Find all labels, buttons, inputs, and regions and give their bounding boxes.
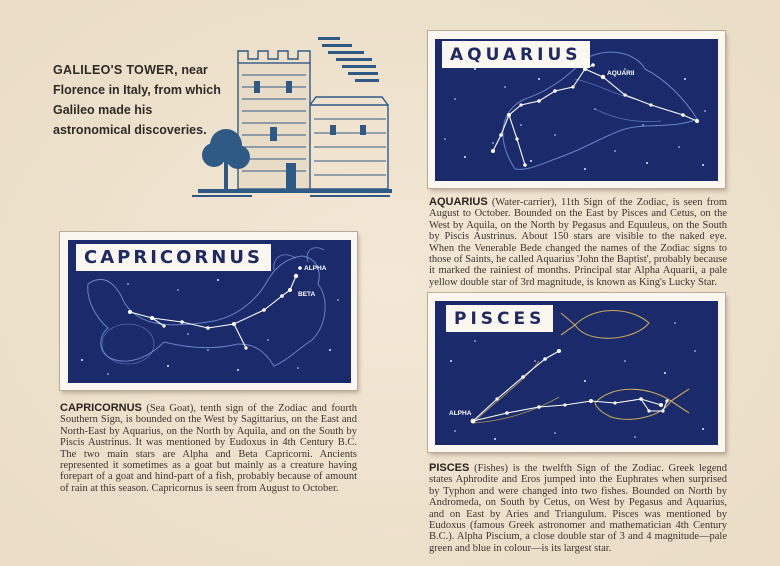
capricornus-alpha-label: ALPHA [304,265,327,272]
pisces-term: PISCES [429,462,470,474]
pisces-card-title: PISCES [446,305,553,332]
capricornus-card-title: CAPRICORNUS [76,244,271,271]
aquarius-term: AQUARIUS [429,196,488,208]
pisces-description [429,463,727,554]
capricornus-description [60,403,357,494]
aquarius-body: (Water-carrier), 11th Sign of the Zodiac, is seen from August to October. Bounded on the East by Pisces and Cetus, on the West by Aquila, on the North by Pegasus and Equuleus, on the South by Piscis Austrinus. About 150 stars are visible to the naked eye. When the Venerable Bede changed the names of the Zodiac signs to those of Saints, he called Aquarius 'John the Baptist', probably because it marked the rainiest of months. Principal star Alpha Aquarii, a pale yellow double star of 3rd magnitude, is known as King's Lucky Star. [429,197,727,288]
galileo-caption-title: GALILEO'S TOWER, [53,63,178,77]
aquarius-description [429,197,727,288]
galileo-tower-illustration [190,35,400,205]
pisces-body: (Fishes) is the twelfth Sign of the Zodiac. Greek legend states Aphrodite and Eros jumped into the Euphrates when surprised by Typhon and were changed into two fishes. Bounded on North by Andromeda, on South by Cetus, on West by Pegasus and Aquarius, and on East by Aries and Triangulum. Pisces was mentioned by Eudoxus (famous Greek astronomer and mathematician 4th Century B.C.). Alpha Piscium, a close double star of 3 and 4 magnitude—pale green and blue in colour—is its largest star. [429,463,727,554]
capricornus-term: CAPRICORNUS [60,402,142,414]
capricornus-card [60,232,357,390]
aquarius-star-label: AQUARII [607,70,635,77]
capricornus-beta-label: BETA [298,291,316,298]
aquarius-card [428,31,725,188]
pisces-card [428,293,725,452]
galileo-caption-text: near Florence in Italy, from which Galileo made his astronomical discoveries. [53,63,221,137]
capricornus-body: (Sea Goat), tenth sign of the Zodiac and fourth Southern Sign, is bounded on the West by Sagittarius, on the East and North-East by Aquarius, on the North by Aquila, and on the South by Piscis Austrinus. It was mentioned by Eudoxus in 4th Century B.C. The two main stars are Alpha and Beta Capricorni. Ancients represented it sometimes as a goat but mainly as a creature having forepart of a goat and hind-part of a fish, probably because of amount of rain at this season. Capricornus is seen from August to October. [60,403,357,494]
aquarius-card-title: AQUARIUS [442,41,590,68]
pisces-alpha-label: ALPHA [449,410,472,417]
